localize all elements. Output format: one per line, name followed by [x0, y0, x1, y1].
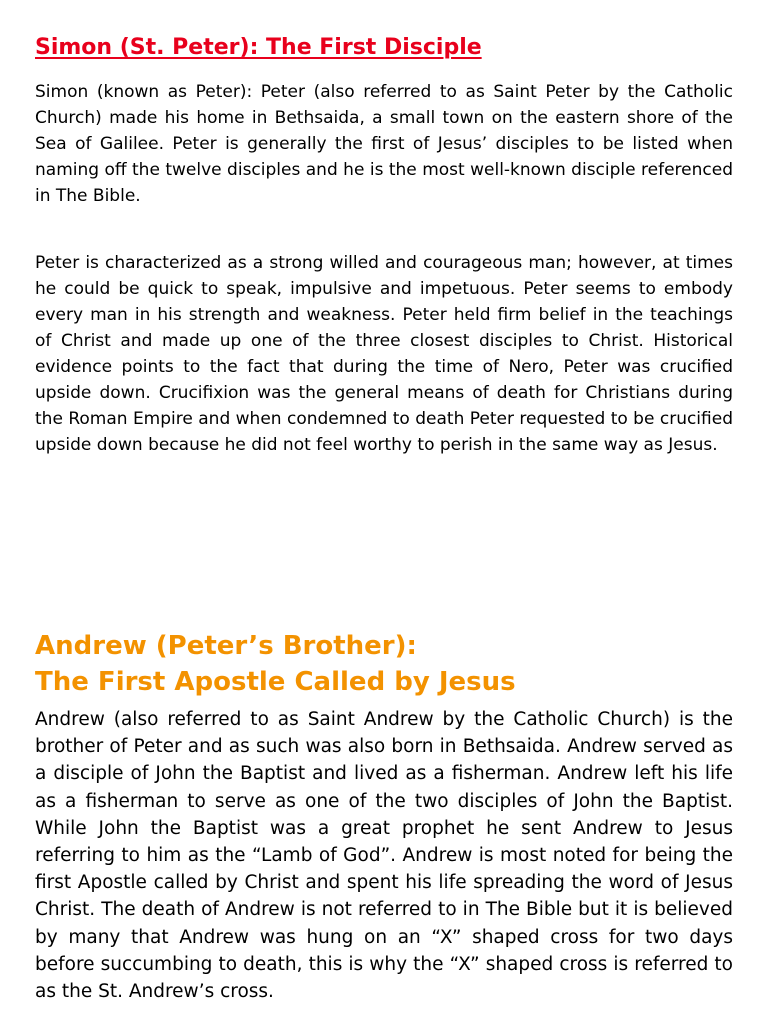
- simon-paragraph-1: Simon (known as Peter): Peter (also referred to as Saint Peter by the Catholic Church) made his home in Bethsaida, a small town on the eastern shore of the Sea of Galilee. Peter is generally the first of Jesus’ disciples to be listed when naming off the twelve disciples and he is the most well-known disciple referenced in The Bible.: [35, 82, 733, 206]
- andrew-heading-line-2: The First Apostle Called by Jesus: [35, 667, 516, 697]
- andrew-heading-line-1: Andrew (Peter’s Brother):: [35, 631, 417, 661]
- simon-heading: Simon (St. Peter): The First Disciple: [35, 35, 482, 60]
- andrew-heading: [35, 628, 516, 700]
- andrew-paragraph: Andrew (also referred to as Saint Andrew by the Catholic Church) is the brother of Peter and as such was also born in Bethsaida. Andrew served as a disciple of John the Baptist and lived as a fisherman. Andrew left his life as a fisherman to serve as one of the two disciples of John the Baptist. While John the Baptist was a great prophet he sent Andrew to Jesus referring to him as the “Lamb of God”. Andrew is most noted for being the first Apostle called by Christ and spent his life spreading the word of Jesus Christ. The death of Andrew is not referred to in The Bible but it is believed by many that Andrew was hung on an “X” shaped cross for two days before succumbing to death, this is why the “X” shaped cross is referred to as the St. Andrew’s cross.: [35, 709, 733, 1003]
- simon-paragraph-2: Peter is characterized as a strong willed and courageous man; however, at times he could be quick to speak, impulsive and impetuous. Peter seems to embody every man in his strength and weakness. Peter held firm belief in the teachings of Christ and made up one of the three closest disciples to Christ. Historical evidence points to the fact that during the time of Nero, Peter was crucified upside down. Crucifixion was the general means of death for Christians during the Roman Empire and when condemned to death Peter requested to be crucified upside down because he did not feel worthy to perish in the same way as Jesus.: [35, 253, 733, 455]
